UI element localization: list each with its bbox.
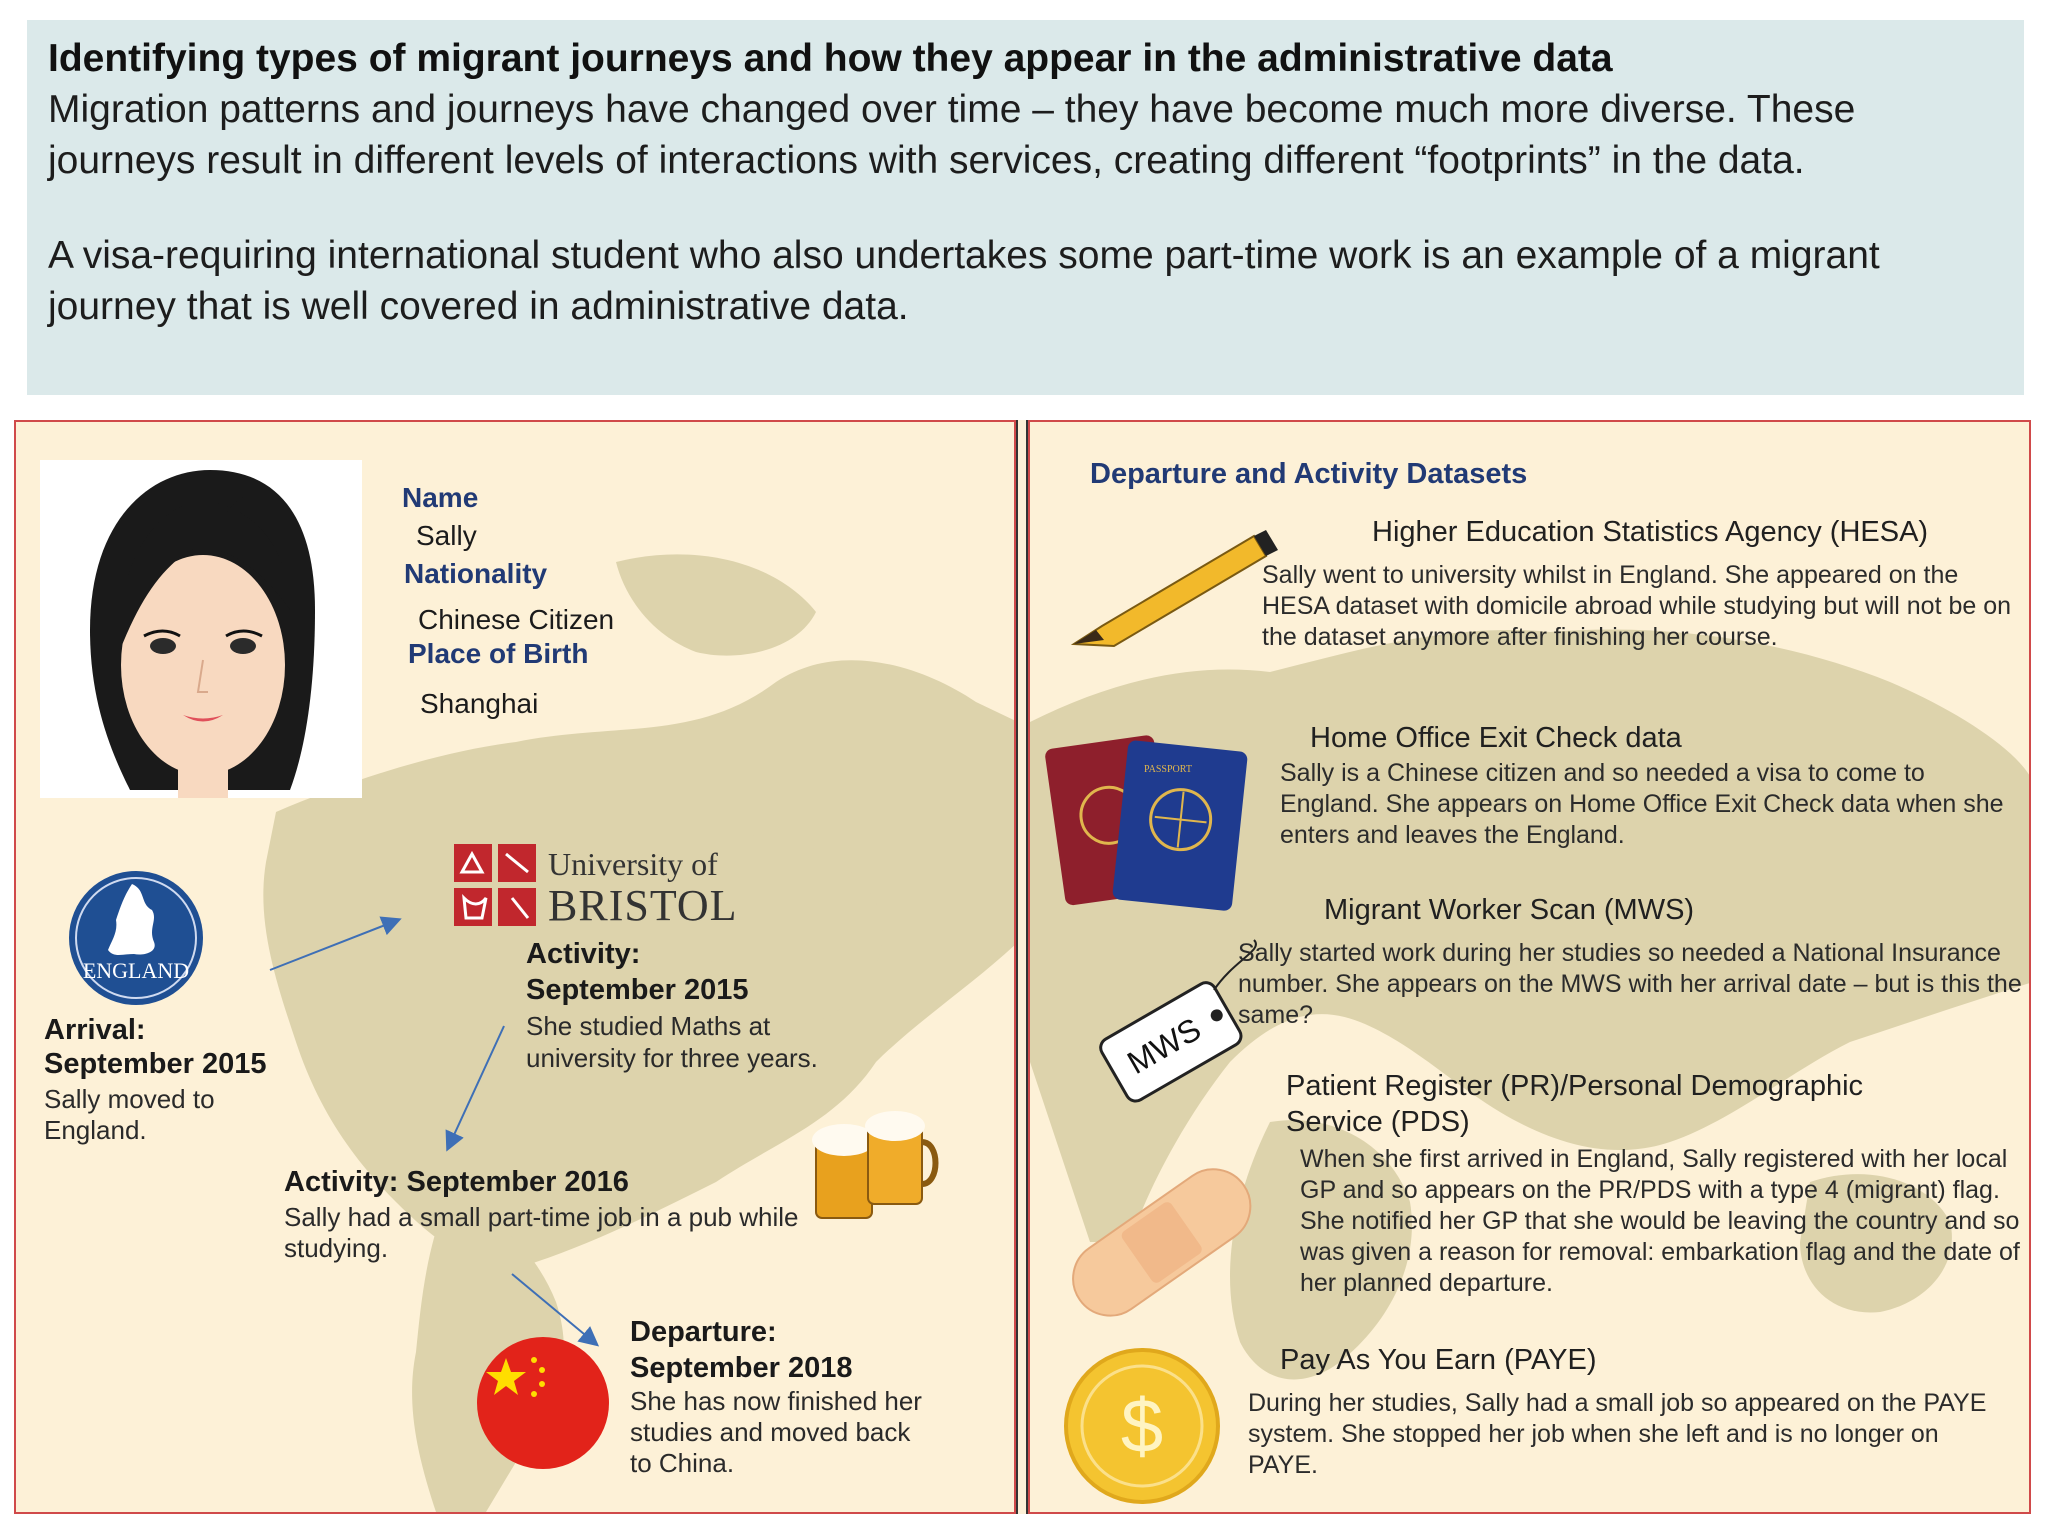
name-label: Name	[402, 482, 479, 513]
paye-title: Pay As You Earn (PAYE)	[1280, 1344, 1597, 1376]
coin-symbol: $	[1120, 1384, 1164, 1469]
arrival-text: Sally moved to England.	[44, 1084, 215, 1145]
pr-pds-title: Patient Register (PR)/Personal Demographic Service (PDS)	[1286, 1070, 1864, 1138]
plaster-icon	[1050, 1140, 1270, 1340]
arrow-arrival-to-activity	[270, 920, 398, 970]
departure-title: Departure:	[630, 1316, 777, 1348]
arrival-date: September 2015	[44, 1048, 267, 1080]
activity2-title: Activity: September 2016	[284, 1166, 629, 1198]
arrival-title: Arrival:	[44, 1014, 146, 1046]
datasets-panel	[1028, 420, 2031, 1514]
university-name-line1: University of	[548, 846, 718, 882]
exit-check-text: Sally is a Chinese citizen and so needed a visa to come to England. She appears on Home Office Exit Check data when she enters and leaves the England.	[1280, 759, 2004, 849]
china-flag-icon	[476, 1336, 610, 1470]
arrow-job-to-departure	[512, 1274, 596, 1344]
datasets-heading: Departure and Activity Datasets	[1090, 458, 1528, 490]
pencil-icon	[1066, 522, 1286, 652]
exit-check-title: Home Office Exit Check data	[1310, 722, 1682, 754]
intro-paragraph-1: Migration patterns and journeys have changed over time – they have become much more diverse. These journeys result in different levels of interactions with services, creating different “footprints” in the data.	[48, 88, 1856, 182]
beer-mugs-icon	[806, 1100, 946, 1230]
hesa-title: Higher Education Statistics Agency (HESA)	[1372, 516, 1929, 548]
paye-text: During her studies, Sally had a small job so appeared on the PAYE system. She stopped her job when she left and is no longer on PAYE.	[1248, 1389, 1987, 1479]
birthplace-label: Place of Birth	[408, 638, 589, 669]
hesa-text: Sally went to university whilst in England. She appeared on the HESA dataset with domicile abroad while studying but will not be on the dataset anymore after finishing her course.	[1262, 561, 2012, 651]
intro-paragraph-2: A visa-requiring international student who also undertakes some part-time work is an example of a migrant journey that is well covered in administrative data.	[48, 234, 1880, 328]
nationality-value: Chinese Citizen	[418, 604, 615, 635]
page-title: Identifying types of migrant journeys and how they appear in the administrative data	[48, 37, 1613, 80]
departure-text: She has now finished her studies and moved back to China.	[630, 1386, 922, 1478]
mws-title: Migrant Worker Scan (MWS)	[1324, 894, 1695, 926]
mws-tag-text: MWS	[1121, 1010, 1207, 1081]
passport-label: PASSPORT	[1144, 764, 1192, 775]
mws-text: Sally started work during her studies so needed a National Insurance number. She appears on the MWS with her arrival date – but is this the same?	[1238, 939, 2022, 1029]
passport-icon	[1044, 716, 1254, 916]
activity1-date: September 2015	[526, 974, 749, 1006]
university-name-line2: BRISTOL	[548, 881, 738, 930]
nationality-label: Nationality	[404, 558, 548, 589]
activity1-text: She studied Maths at university for three years.	[526, 1011, 818, 1073]
birthplace-value: Shanghai	[420, 688, 539, 719]
arrow-activity-to-job	[448, 1026, 504, 1148]
activity1-title: Activity:	[526, 938, 641, 970]
intro-box	[27, 20, 2024, 395]
migrant-journey-panel	[14, 420, 1016, 1514]
name-value: Sally	[416, 520, 477, 551]
coin-icon	[1062, 1346, 1222, 1506]
england-badge-text: ENGLAND	[82, 958, 190, 983]
activity2-text: Sally had a small part-time job in a pub while studying.	[284, 1202, 799, 1263]
pr-pds-text: When she first arrived in England, Sally registered with her local GP and so appears on the PR/PDS with a type 4 (migrant) flag. She notified her GP that she would be leaving the country and so was given a reason for removal: embarkation flag and the date of her planned departure.	[1300, 1145, 2020, 1297]
panel-divider	[1016, 420, 1028, 1514]
departure-date: September 2018	[630, 1352, 853, 1384]
